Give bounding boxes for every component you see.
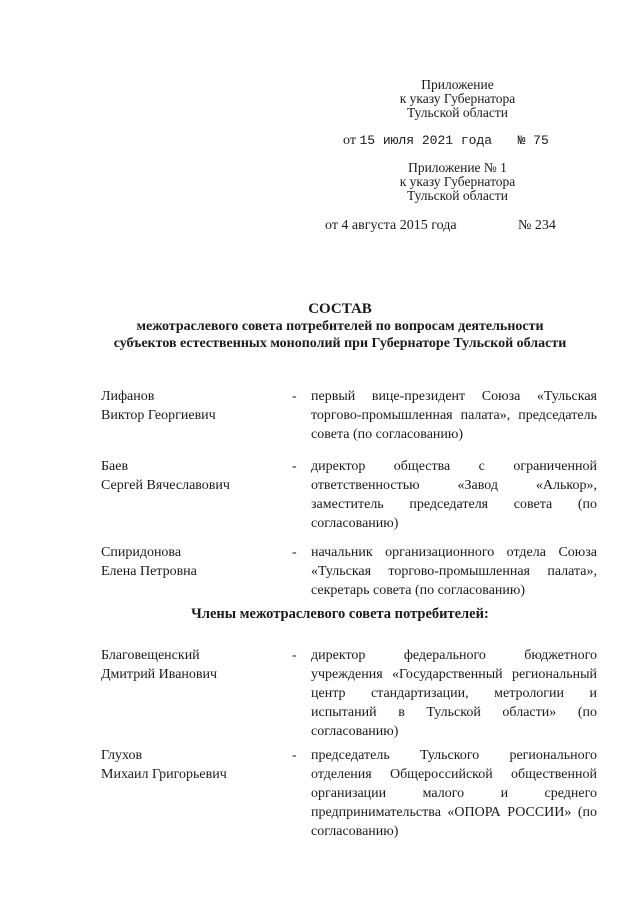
given-names: Виктор Георгиевич [101, 408, 216, 423]
appendix-line: к указу Губернатора [399, 174, 516, 189]
decree-date-current [343, 133, 549, 149]
decree-number: № 234 [518, 218, 556, 233]
date-prefix: от [343, 133, 356, 148]
surname: Глухов [101, 748, 143, 763]
appendix-line: Приложение № 1 [408, 160, 507, 175]
person-name [101, 646, 281, 684]
separator-dash: - [292, 748, 297, 763]
separator-dash: - [292, 459, 297, 474]
separator-dash: - [292, 545, 297, 560]
person-name [101, 387, 281, 425]
surname: Спиридонова [101, 545, 182, 560]
person-position: начальник организационного отдела Союза «Тульская торгово-промышленная палата», секретарь совета (по согласованию) [311, 545, 597, 598]
decree-number: № 75 [517, 133, 549, 148]
decree-date: 15 июля 2021 года [359, 133, 493, 148]
given-names: Елена Петровна [101, 564, 197, 579]
person-position: первый вице-президент Союза «Тульская торгово-промышленная палата», председатель совета (по согласованию) [311, 389, 597, 442]
appendix-line: Тульской области [407, 188, 508, 203]
title-line: субъектов естественных монополий при Губернаторе Тульской области [113, 336, 567, 351]
surname: Баев [101, 459, 129, 474]
title-heading: СОСТАВ [308, 301, 372, 317]
decree-date-original [325, 218, 556, 234]
person-name [101, 746, 281, 784]
surname: Благовещенский [101, 648, 200, 663]
person-position: директор общества с ограниченной ответственностью «Завод «Алькор», заместитель председателя совета (по согласованию) [311, 459, 597, 531]
given-names: Дмитрий Иванович [101, 667, 218, 682]
appendix-header-current [380, 78, 535, 120]
given-names: Сергей Вячеславович [101, 478, 230, 493]
separator-dash: - [292, 648, 297, 663]
appendix-header-original [380, 161, 535, 203]
person-name [101, 457, 281, 495]
members-heading: Члены межотраслевого совета потребителей: [191, 606, 489, 622]
person-position: директор федерального бюджетного учреждения «Государственный региональный центр стандартизации, метрологии и испытаний в Тульской области» (по согласованию) [311, 648, 597, 739]
appendix-line: к указу Губернатора [399, 91, 516, 106]
decree-date: от 4 августа 2015 года [325, 218, 457, 233]
document-title [60, 300, 620, 352]
given-names: Михаил Григорьевич [101, 767, 227, 782]
appendix-line: Тульской области [407, 105, 508, 120]
separator-dash: - [292, 389, 297, 404]
title-line: межотраслевого совета потребителей по вопросам деятельности [136, 319, 544, 334]
appendix-line: Приложение [421, 77, 494, 92]
surname: Лифанов [101, 389, 155, 404]
person-name [101, 543, 281, 581]
person-position: председатель Тульского регионального отделения Общероссийской общественной организации малого и среднего предпринимательства «ОПОРА РОССИИ» (по согласованию) [311, 748, 597, 839]
